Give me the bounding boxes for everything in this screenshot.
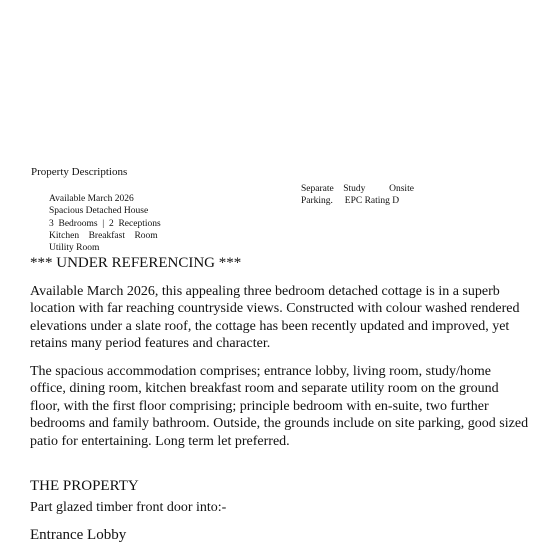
- feature-house-type: Spacious Detached House: [49, 206, 149, 217]
- entrance-lobby-heading: Entrance Lobby: [30, 527, 127, 543]
- feature-utility: Utility Room: [49, 243, 100, 254]
- features-list-right: [301, 183, 414, 208]
- section-title: Property Descriptions: [31, 166, 128, 178]
- property-heading: THE PROPERTY: [30, 478, 139, 494]
- front-door-text: Part glazed timber front door into:-: [30, 500, 227, 515]
- description-paragraph: Available March 2026, this appealing three bedroom detached cottage is in a superb location with far reaching countryside views. Constructed with colour washed rendered elevations under a slate roof, the cottage has been recently updated and improved, yet retains many period features and character.: [30, 284, 520, 352]
- feature-rooms: 3 Bedrooms | 2 Receptions: [49, 218, 161, 229]
- feature-parking-epc: Parking. EPC Rating D: [301, 196, 400, 207]
- accommodation-paragraph: The spacious accommodation comprises; entrance lobby, living room, study/home office, dining room, kitchen breakfast room and separate utility room on the ground floor, with the first floor comprising; principle bedroom with en-suite, two further bedrooms and family bathroom. Outside, the grounds include on site parking, good sized patio for entertaining. Long term let preferred.: [30, 364, 529, 449]
- under-referencing-banner: *** UNDER REFERENCING ***: [30, 255, 242, 271]
- feature-kitchen: Kitchen Breakfast Room: [49, 230, 158, 241]
- feature-availability: Available March 2026: [49, 194, 134, 204]
- features-list-left: [49, 193, 161, 254]
- feature-study-onsite: Separate Study Onsite: [301, 184, 414, 194]
